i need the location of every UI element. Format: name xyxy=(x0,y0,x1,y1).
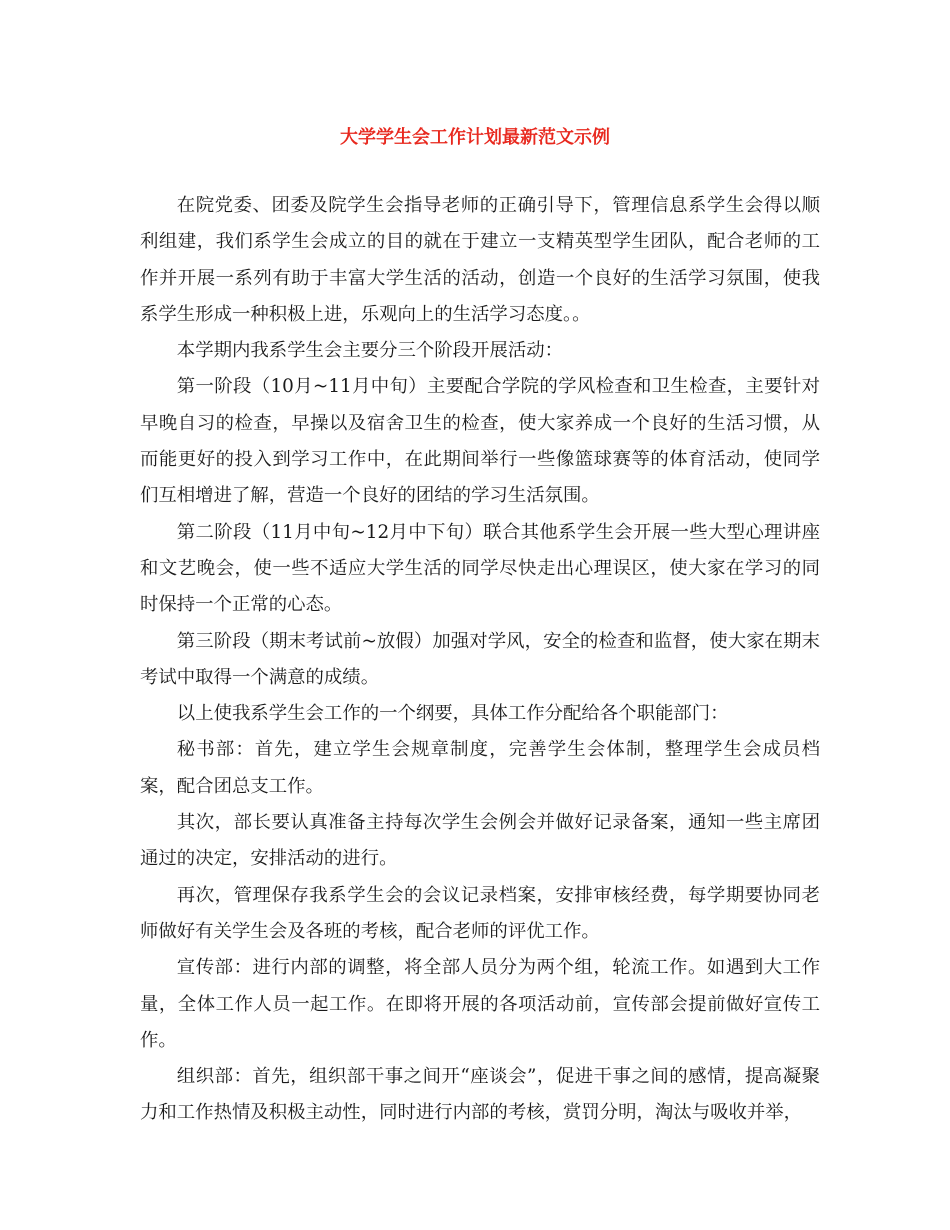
paragraph-stage-three: 第三阶段（期末考试前~放假）加强对学风，安全的检查和监督，使大家在期末考试中取得一个满意的成绩。 xyxy=(140,630,820,688)
document-title: 大学学生会工作计划最新范文示例 xyxy=(340,127,610,148)
paragraph-stages-overview: 本学期内我系学生会主要分三个阶段开展活动： xyxy=(176,340,564,362)
paragraph-secretariat-first: 秘书部：首先，建立学生会规章制度，完善学生会体制，整理学生会成员档案，配合团总支工作。 xyxy=(140,739,820,797)
paragraph-organization-department: 组织部：首先，组织部干事之间开“座谈会”，促进干事之间的感情，提高凝聚力和工作热情及积极主动性，同时进行内部的考核，赏罚分明，淘汰与吸收并举， xyxy=(140,1066,820,1124)
document-body xyxy=(140,188,820,1132)
paragraph-secretariat-third: 再次，管理保存我系学生会的会议记录档案，安排审核经费，每学期要协同老师做好有关学生会及各班的考核，配合老师的评优工作。 xyxy=(140,884,820,942)
paragraph-stage-two: 第二阶段（11月中旬~12月中下旬）联合其他系学生会开展一些大型心理讲座和文艺晚会，使一些不适应大学生活的同学尽快走出心理误区，使大家在学习的同时保持一个正常的心态。 xyxy=(140,521,820,616)
paragraph-stage-one: 第一阶段（10月~11月中旬）主要配合学院的学风检查和卫生检查，主要针对早晚自习的检查，早操以及宿舍卫生的检查，使大家养成一个良好的生活习惯，从而能更好的投入到学习工作中，在此期间举行一些像篮球赛等的体育活动，使同学们互相增进了解，营造一个良好的团结的学习生活氛围。 xyxy=(140,376,820,507)
paragraph-publicity-department: 宣传部：进行内部的调整，将全部人员分为两个组，轮流工作。如遇到大工作量，全体工作人员一起工作。在即将开展的各项活动前，宣传部会提前做好宣传工作。 xyxy=(140,957,820,1051)
paragraph-departments-outline: 以上使我系学生会工作的一个纲要，具体工作分配给各个职能部门： xyxy=(176,703,729,725)
paragraph-intro: 在院党委、团委及院学生会指导老师的正确引导下，管理信息系学生会得以顺利组建，我们系学生会成立的目的就在于建立一支精英型学生团队，配合老师的工作并开展一系列有助于丰富大学生活的活动，创造一个良好的生活学习氛围，使我系学生形成一种积极上进，乐观向上的生活学习态度。。 xyxy=(140,195,820,325)
paragraph-secretariat-second: 其次，部长要认真准备主持每次学生会例会并做好记录备案，通知一些主席团通过的决定，安排活动的进行。 xyxy=(140,812,820,870)
